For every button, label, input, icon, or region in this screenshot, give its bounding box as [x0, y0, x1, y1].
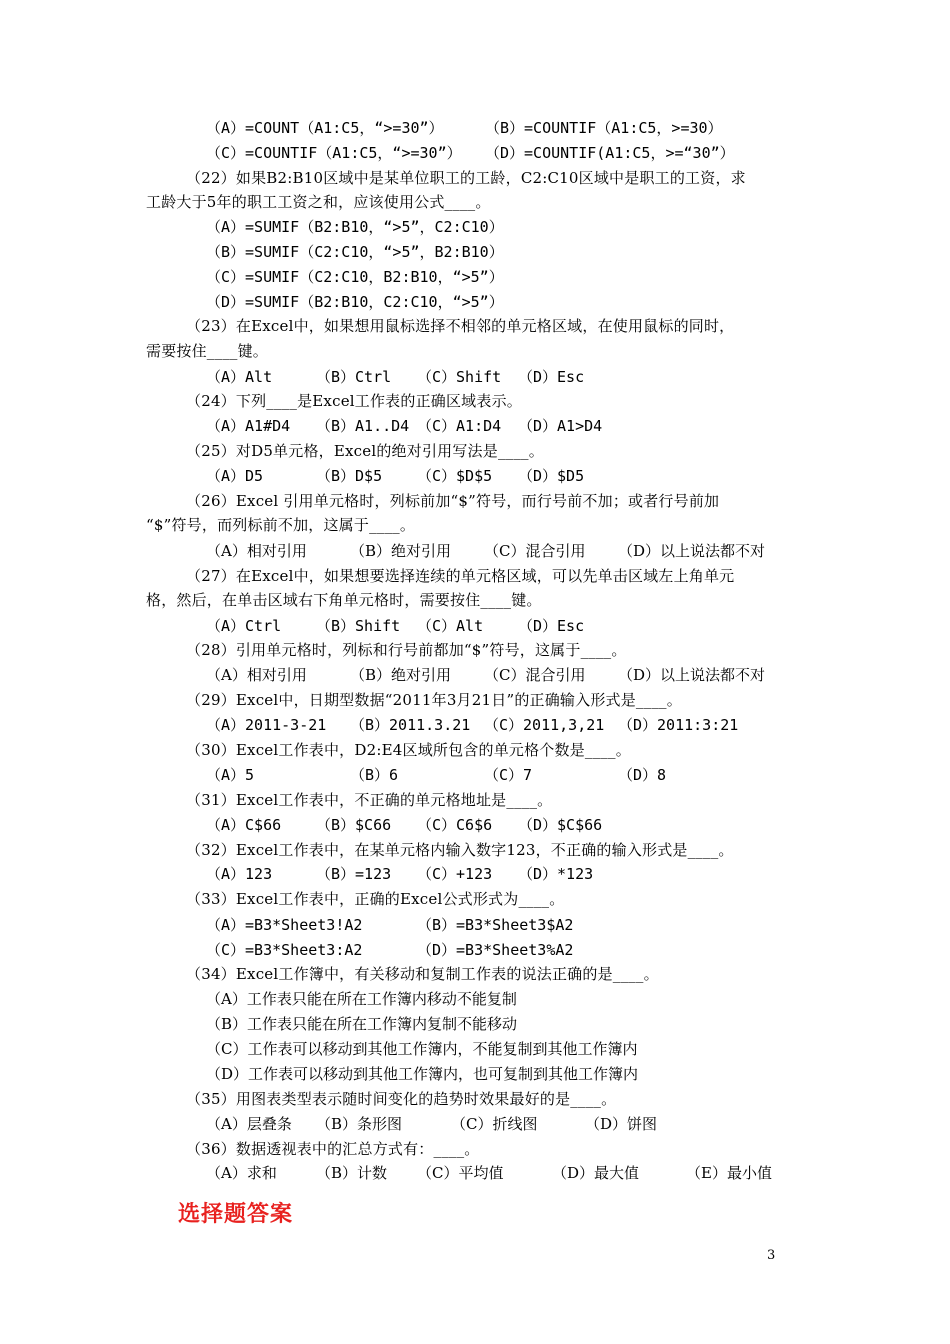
q31-option-a: （A）C$66 — [206, 816, 282, 834]
q21-option-b: （B）=COUNTIF（A1:C5，>=30） — [485, 119, 723, 137]
q31-option-c: （C）C6$6 — [417, 816, 493, 834]
q24-option-a: （A）A1#D4 — [206, 417, 291, 435]
q23-option-c: （C）Shift — [417, 368, 502, 386]
page-number: 3 — [767, 1248, 776, 1263]
q28-option-c: （C）混合引用 — [484, 666, 586, 684]
q34-option-b: （B）工作表只能在所在工作簿内复制不能移动 — [206, 1015, 518, 1033]
q34-question: （34）Excel工作簿中，有关移动和复制工作表的说法正确的是____。 — [186, 965, 659, 983]
q21-option-a: （A）=COUNT（A1:C5，“>=30”） — [206, 119, 444, 137]
q36-option-b: （B）计数 — [316, 1164, 388, 1182]
q30-option-a: （A）5 — [206, 766, 255, 784]
q24-option-b: （B）A1..D4 — [316, 417, 410, 435]
q33-question: （33）Excel工作表中，正确的Excel公式形式为____。 — [186, 890, 565, 908]
q24-option-c: （C）A1:D4 — [417, 417, 502, 435]
q30-option-b: （B）6 — [350, 766, 399, 784]
q23-option-d: （D）Esc — [518, 368, 585, 386]
q24-option-d: （D）A1>D4 — [518, 417, 603, 435]
q36-option-a: （A）求和 — [206, 1164, 277, 1182]
q25-question: （25）对D5单元格，Excel的绝对引用写法是____。 — [186, 442, 544, 460]
q23-question: （23）在Excel中，如果想用鼠标选择不相邻的单元格区域，在使用鼠标的同时， — [186, 317, 735, 335]
q25-option-c: （C）$D$5 — [417, 467, 493, 485]
q33-option-d: （D）=B3*Sheet3%A2 — [417, 941, 574, 959]
q27-option-c: （C）Alt — [417, 617, 484, 635]
q26-question-cont: “$”符号，而列标前不加，这属于____。 — [146, 516, 416, 534]
q30-option-d: （D）8 — [618, 766, 667, 784]
q29-option-a: （A）2011-3-21 — [206, 716, 327, 734]
q30-option-c: （C）7 — [484, 766, 533, 784]
q33-option-a: （A）=B3*Sheet3!A2 — [206, 916, 363, 934]
q36-option-d: （D）最大值 — [552, 1164, 640, 1182]
q21-option-d: （D）=COUNTIF(A1:C5，>=“30”） — [485, 144, 735, 162]
q26-option-b: （B）绝对引用 — [350, 542, 452, 560]
q23-question-cont: 需要按住____键。 — [146, 342, 269, 360]
q34-option-c: （C）工作表可以移动到其他工作簿内，不能复制到其他工作簿内 — [206, 1040, 638, 1058]
q31-option-b: （B）$C66 — [316, 816, 392, 834]
q22-question: （22）如果B2:B10区域中是某单位职工的工龄，C2:C10区域中是职工的工资，求 — [186, 169, 746, 187]
q25-option-b: （B）D$5 — [316, 467, 383, 485]
answer-section-title: 选择题答案 — [178, 1202, 294, 1227]
q31-option-d: （D）$C$66 — [518, 816, 603, 834]
q34-option-d: （D）工作表可以移动到其他工作簿内，也可复制到其他工作簿内 — [206, 1065, 639, 1083]
q27-question-cont: 格，然后，在单击区域右下角单元格时，需要按住____键。 — [146, 591, 542, 609]
q33-option-b: （B）=B3*Sheet3$A2 — [417, 916, 574, 934]
q26-question: （26）Excel 引用单元格时，列标前加“$”符号，而行号前不加；或者行号前加 — [186, 492, 720, 510]
q32-option-d: （D）*123 — [518, 865, 594, 883]
q33-option-c: （C）=B3*Sheet3:A2 — [206, 941, 363, 959]
q28-question: （28）引用单元格时，列标和行号前都加“$”符号，这属于____。 — [186, 641, 627, 659]
q25-option-a: （A）D5 — [206, 467, 264, 485]
q34-option-a: （A）工作表只能在所在工作簿内移动不能复制 — [206, 990, 517, 1008]
q31-question: （31）Excel工作表中，不正确的单元格地址是____。 — [186, 791, 553, 809]
q25-option-d: （D）$D5 — [518, 467, 585, 485]
q27-question: （27）在Excel中，如果想要选择连续的单元格区域，可以先单击区域左上角单元 — [186, 567, 735, 585]
q22-option-c: （C）=SUMIF（C2:C10，B2:B10，“>5”） — [206, 268, 504, 286]
q26-option-c: （C）混合引用 — [484, 542, 586, 560]
q27-option-b: （B）Shift — [316, 617, 401, 635]
q21-option-c: （C）=COUNTIF（A1:C5，“>=30”） — [206, 144, 462, 162]
q29-option-b: （B）2011.3.21 — [350, 716, 471, 734]
q29-option-c: （C）2011,3,21 — [484, 716, 605, 734]
q32-option-c: （C）+123 — [417, 865, 493, 883]
q28-option-d: （D）以上说法都不对 — [618, 666, 766, 684]
q30-question: （30）Excel工作表中，D2:E4区域所包含的单元格个数是____。 — [186, 741, 631, 759]
q32-option-b: （B）=123 — [316, 865, 392, 883]
q27-option-d: （D）Esc — [518, 617, 585, 635]
q36-option-c: （C）平均值 — [417, 1164, 504, 1182]
q23-option-a: （A）Alt — [206, 368, 273, 386]
q28-option-a: （A）相对引用 — [206, 666, 307, 684]
q32-option-a: （A）123 — [206, 865, 273, 883]
q24-question: （24）下列____是Excel工作表的正确区域表示。 — [186, 392, 522, 410]
q35-option-b: （B）条形图 — [316, 1115, 403, 1133]
q26-option-a: （A）相对引用 — [206, 542, 307, 560]
q36-question: （36）数据透视表中的汇总方式有：____。 — [186, 1140, 480, 1158]
q28-option-b: （B）绝对引用 — [350, 666, 452, 684]
q22-option-a: （A）=SUMIF（B2:B10，“>5”，C2:C10） — [206, 218, 504, 236]
q35-question: （35）用图表类型表示随时间变化的趋势时效果最好的是____。 — [186, 1090, 617, 1108]
q27-option-a: （A）Ctrl — [206, 617, 282, 635]
q26-option-d: （D）以上说法都不对 — [618, 542, 766, 560]
q29-option-d: （D）2011:3:21 — [618, 716, 739, 734]
q29-question: （29）Excel中，日期型数据“2011年3月21日”的正确输入形式是____。 — [186, 691, 682, 709]
q22-option-d: （D）=SUMIF（B2:B10，C2:C10，“>5”） — [206, 293, 504, 311]
q23-option-b: （B）Ctrl — [316, 368, 392, 386]
q22-question-cont: 工龄大于5年的职工工资之和，应该使用公式____。 — [146, 193, 491, 211]
q35-option-c: （C）折线图 — [451, 1115, 538, 1133]
q32-question: （32）Excel工作表中，在某单元格内输入数字123，不正确的输入形式是____。 — [186, 841, 734, 859]
q22-option-b: （B）=SUMIF（C2:C10，“>5”，B2:B10） — [206, 243, 504, 261]
q35-option-d: （D）饼图 — [585, 1115, 658, 1133]
q35-option-a: （A）层叠条 — [206, 1115, 292, 1133]
q36-option-e: （E）最小值 — [686, 1164, 772, 1182]
